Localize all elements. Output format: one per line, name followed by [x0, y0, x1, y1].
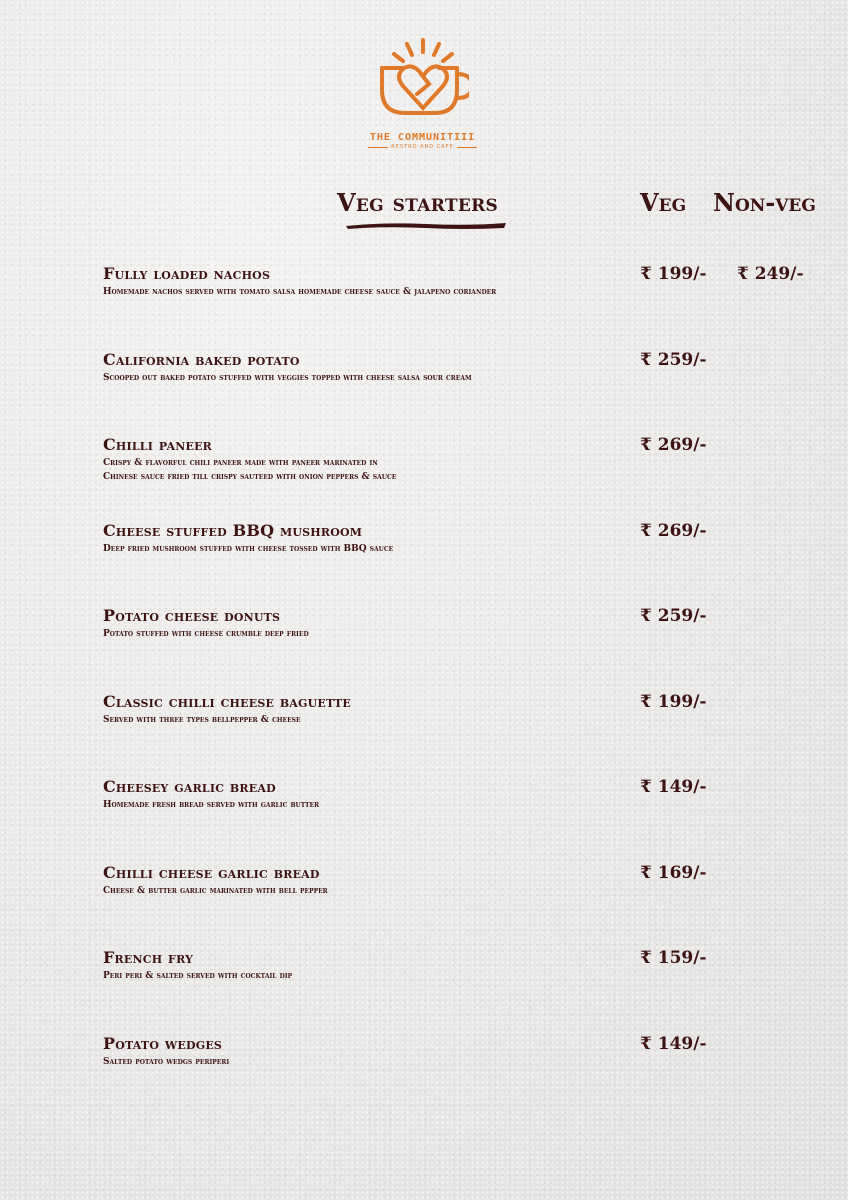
item-price-veg: ₹ 159/-: [640, 948, 707, 968]
item-name: Chilli paneer: [103, 435, 213, 454]
menu-item: [103, 863, 623, 898]
item-name: Potato wedges: [103, 1034, 223, 1053]
item-name: Chilli cheese garlic bread: [103, 863, 320, 882]
item-description: Homemade nachos served with tomato salsa homemade cheese sauce & jalapeno coriander: [103, 287, 497, 297]
item-name: French fry: [103, 948, 194, 967]
item-description: Peri peri & salted served with cocktail dip: [103, 971, 293, 981]
item-price-veg: ₹ 259/-: [640, 606, 707, 626]
tagline-divider-left: [368, 147, 388, 148]
menu-item: [103, 435, 623, 484]
item-description: Served with three types bellpepper & cheese: [103, 715, 301, 725]
item-description: Cheese & butter garlic marinated with bell pepper: [103, 886, 328, 896]
item-price-veg: ₹ 169/-: [640, 863, 707, 883]
item-price-veg: ₹ 259/-: [640, 350, 707, 370]
item-description: Salted potato wedgs periperi: [103, 1057, 230, 1067]
brand-tagline-row: [355, 144, 490, 150]
item-price-veg: ₹ 199/-: [640, 692, 707, 712]
menu-item: [103, 350, 623, 385]
item-description-line2: Chinese sauce fried till crispy sauteed with onion peppers & sauce: [103, 472, 397, 482]
menu-item: [103, 606, 623, 641]
item-price-veg: ₹ 269/-: [640, 435, 707, 455]
item-price-veg: ₹ 149/-: [640, 777, 707, 797]
menu-item: [103, 692, 623, 727]
brand-logo: [355, 36, 490, 150]
brand-name: THE COMMUNITIII: [369, 132, 476, 143]
item-description: Crispy & flavorful chili paneer made with paneer marinated in: [103, 458, 378, 468]
item-description: Deep fried mushroom stuffed with cheese tossed with BBQ sauce: [103, 544, 394, 554]
item-name: California baked potato: [103, 350, 300, 369]
brand-tagline: RESTRO AND CAFE: [391, 144, 454, 150]
tagline-divider-right: [457, 147, 477, 148]
item-name: Classic chilli cheese baguette: [103, 692, 351, 711]
column-header-nonveg: Non-veg: [713, 188, 816, 217]
item-price-veg: ₹ 269/-: [640, 521, 707, 541]
menu-item: [103, 777, 623, 812]
coffee-cup-heart-sun-icon: [377, 36, 469, 128]
item-name: Cheesey garlic bread: [103, 777, 276, 796]
column-header-veg: Veg: [640, 188, 687, 217]
menu-item: [103, 948, 623, 983]
item-name: Cheese stuffed BBQ mushroom: [103, 521, 363, 540]
item-price-veg: ₹ 199/-: [640, 264, 707, 284]
item-price-nonveg: ₹ 249/-: [737, 264, 804, 284]
item-description: Scooped out baked potato stuffed with veggies topped with cheese salsa sour cream: [103, 373, 472, 383]
menu-item: [103, 1034, 623, 1069]
item-description: Homemade fresh bread served with garlic butter: [103, 800, 320, 810]
item-name: Potato cheese donuts: [103, 606, 281, 625]
section-title: Veg starters: [337, 188, 499, 217]
menu-item: [103, 264, 623, 299]
title-underline: [344, 220, 508, 232]
item-price-veg: ₹ 149/-: [640, 1034, 707, 1054]
item-name: Fully loaded nachos: [103, 264, 271, 283]
menu-item: [103, 521, 623, 556]
item-description: Potato stuffed with cheese crumble deep fried: [103, 629, 309, 639]
